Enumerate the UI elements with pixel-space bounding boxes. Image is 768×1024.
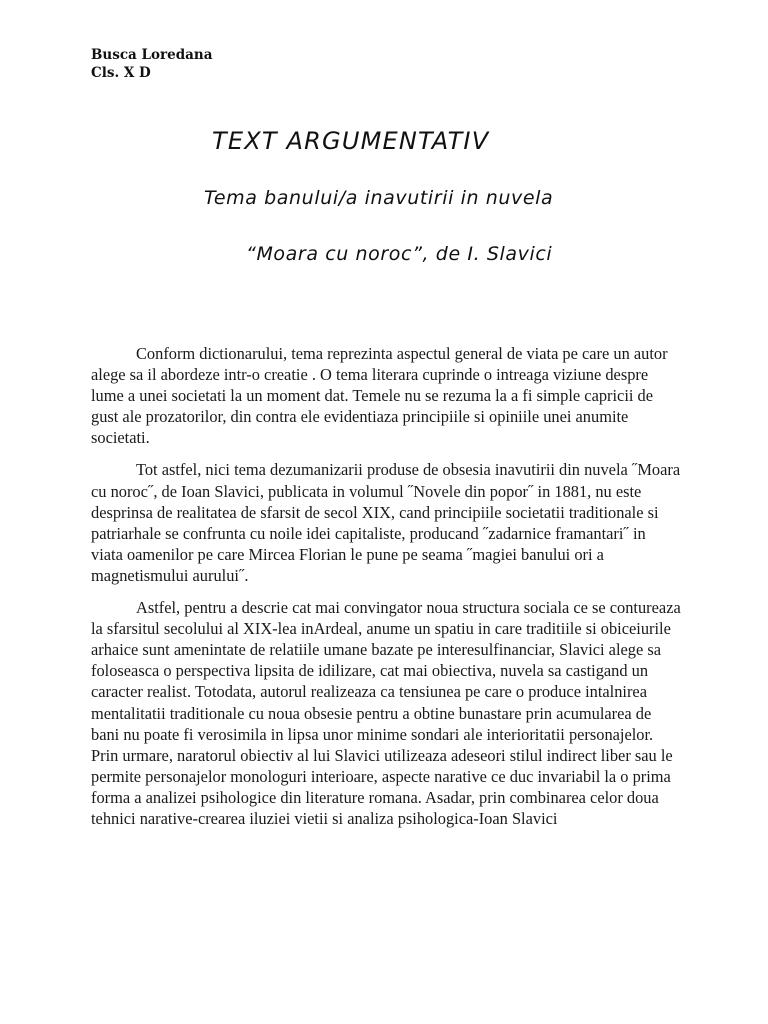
paragraph-3: Astfel, pentru a descrie cat mai convingator noua structura sociala ce se contureaza la sfarsitul secolului al XIX-lea inArdeal, anume un spatiu in care traditiile si obiceiurile arhaice sunt amenintate de relatiile umane bazate pe interesulfinanciar, Slavici alege sa foloseasca o perspectiva lipsita de idilizare, cat mai obiectiva, nuvela sa castigand un caracter realist. Totodata, autorul realizeaza ca tensiunea pe care o produce intalnirea mentalitatii traditionale cu noua obsesie pentru a obtine bunastare prin acumularea de bani nu poate fi verosimila in lipsa unor minime sondari ale interioritatii personajelor. Prin urmare, naratorul obiectiv al lui Slavici utilizeaza adeseori stilul indirect liber sau le permite personajelor monologuri interioare, aspecte narative ce duc invariabil la o prima forma a analizei psihologice din literature romana. Asadar, prin combinarea celor doua tehnici narative-crearea iluziei vietii si analiza psihologica-Ioan Slavici: [91, 598, 681, 828]
document-subtitle-line-2: “Moara cu noroc”, de I. Slavici: [246, 243, 553, 265]
document-body: [91, 343, 681, 840]
author-name: Busca Loredana: [91, 47, 213, 63]
paragraph-1: Conform dictionarului, tema reprezinta aspectul general de viata pe care un autor alege sa il abordeze intr-o creatie . O tema literara cuprinde o intreaga viziune despre lume a unei societati la un moment dat. Temele nu se rezuma la a fi simple capricii de gust ale prozatorilor, din contra ele evidentiaza principiile si opiniile unei anumite societati.: [91, 344, 668, 448]
document-subtitle-line-1: Tema banului/a inavutirii in nuvela: [204, 187, 554, 209]
class-label: Cls. X D: [91, 65, 151, 81]
author-block: [91, 46, 212, 82]
paragraph-2: Tot astfel, nici tema dezumanizarii produse de obsesia inavutirii din nuvela ˝Moara cu noroc˝, de Ioan Slavici, publicata in volumul ˝Novele din popor˝ in 1881, nu este desprinsa de realitatea de sfarsit de secol XIX, cand principiile societatii traditionale si patriarhale se confrunta cu noile idei capitaliste, producand ˝zadarnice framantari˝ in viata oamenilor pe care Mircea Florian le pune pe seama ˝magiei banului ori a magnetismului aurului˝.: [91, 460, 681, 585]
document-title: TEXT ARGUMENTATIV: [212, 127, 490, 155]
